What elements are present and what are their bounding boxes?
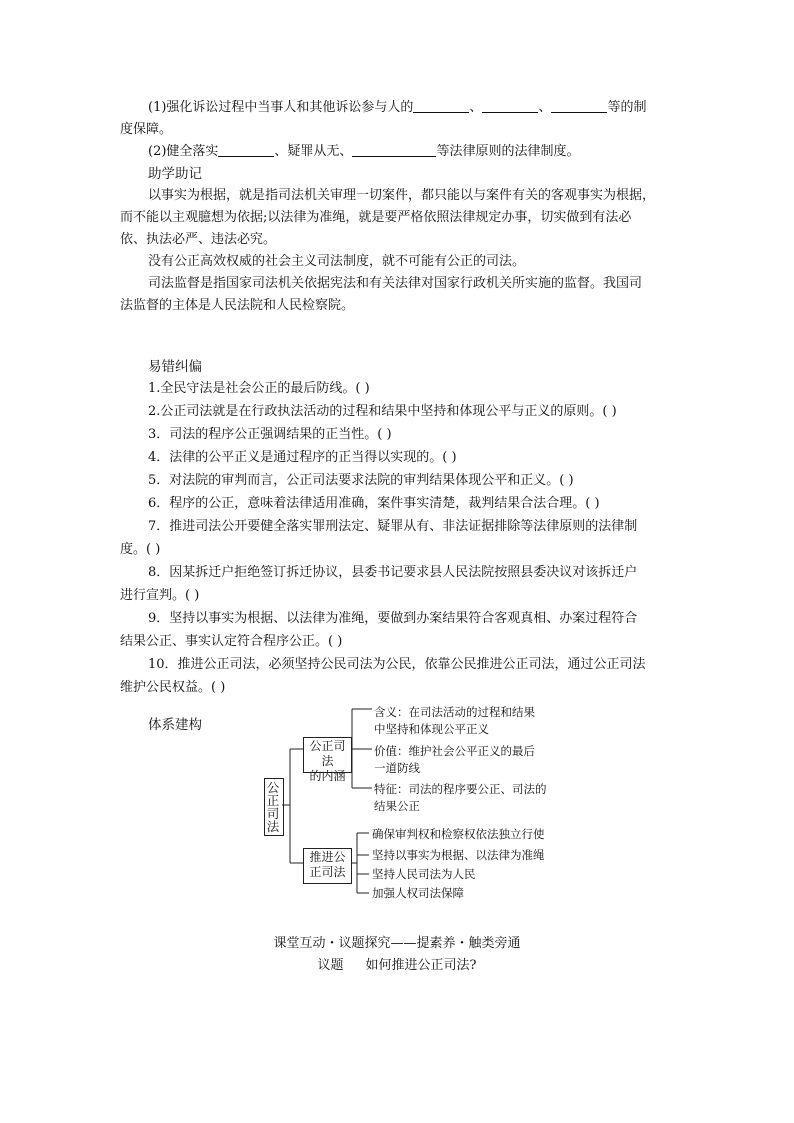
notes-title: 助学助记 <box>148 166 202 182</box>
error-item: 9．坚持以事实为根据、以法律为准绳，要做到办案结果符合客观真相、办案过程符合 <box>148 611 638 626</box>
sep-2: 、 <box>538 100 552 115</box>
error-item: 7．推进司法公开要健全落实罪刑法定、疑罪从有、非法证据排除等法律原则的法律制 <box>148 519 638 534</box>
branch-1-line-2: 的内涵 <box>309 769 346 783</box>
leaf-feature-line-2: 结果公正 <box>374 799 420 813</box>
error-item-cont: 度。( ) <box>120 542 161 557</box>
leaf-meaning-line-2: 中坚持和体现公平正义 <box>374 722 489 736</box>
system-title: 体系建构 <box>148 717 202 733</box>
topic-line <box>0 955 794 977</box>
diagram-branch-1 <box>303 737 352 783</box>
leaf-feature-line-1: 特征：司法的程序要公正、司法的 <box>374 782 547 796</box>
fill-text-3b: 、疑罪从无、 <box>274 144 353 159</box>
error-item: 5．对法院的审判而言，公正司法要求法院的审判结果体现公平和正义。( ) <box>148 473 574 488</box>
notes-p1-line3: 依、执法必严、违法必究。 <box>120 232 277 247</box>
error-item: 1.全民守法是社会公正的最后防线。( ) <box>148 381 370 396</box>
root-label: 公正司法 <box>266 780 280 834</box>
leaf-value-line-2: 一道防线 <box>374 761 420 775</box>
error-item: 10．推进公正司法，必须坚持公民司法为公民，依靠公民推进公正司法，通过公正司法 <box>148 657 646 672</box>
error-item-cont: 维护公民权益。( ) <box>120 680 226 695</box>
leaf-value <box>374 743 535 777</box>
topic-label: 议题 <box>317 958 344 973</box>
branch-2-line-2: 正司法 <box>309 865 346 879</box>
section-heading: 课堂互动・议题探究——提素养・触类旁通 <box>273 936 521 951</box>
notes-p2: 没有公正高效权威的社会主义司法制度，就不可能有公正的司法。 <box>148 254 526 269</box>
notes-p1-line1: 以事实为根据，就是指司法机关审理一切案件，都只能以与案件有关的客观事实为根据， <box>148 188 656 203</box>
error-item: 2.公正司法就是在行政执法活动的过程和结果中坚持和体现公平与正义的原则。( ) <box>148 404 617 419</box>
sep-1: 、 <box>469 100 483 115</box>
error-item: 8．因某拆迁户拒绝签订拆迁协议，县委书记要求县人民法院按照县委决议对该拆迁户 <box>148 565 638 580</box>
fill-text-3a: (2)健全落实 <box>148 144 219 159</box>
leaf-for-people: 坚持人民司法为人民 <box>372 867 476 881</box>
leaf-meaning <box>374 704 535 738</box>
errors-title: 易错纠偏 <box>148 359 202 375</box>
error-item: 6．程序的公正，意味着法律适用准确，案件事实清楚，裁判结果合法合理。( ) <box>148 496 600 511</box>
leaf-human-rights: 加强人权司法保障 <box>372 886 464 900</box>
error-item-cont: 结果公正、事实认定符合程序公正。( ) <box>120 634 343 649</box>
branch-1-line-1: 公正司法 <box>309 739 346 768</box>
fill-text-1b: 等的制 <box>607 100 647 115</box>
fill-line-2: 度保障。 <box>120 122 173 137</box>
fill-text-3c: 等法律原则的法律制度。 <box>436 144 580 159</box>
diagram-branch-2 <box>303 848 352 884</box>
leaf-facts-law: 坚持以事实为根据、以法律为准绳 <box>372 848 545 862</box>
notes-p3-line1: 司法监督是指国家司法机关依据宪法和有关法律对国家行政机关所实施的监督。我国司 <box>148 276 643 291</box>
diagram-root <box>264 778 284 836</box>
error-item-cont: 进行宣判。( ) <box>120 588 200 603</box>
leaf-value-line-1: 价值：维护社会公平正义的最后 <box>374 744 535 758</box>
leaf-independence: 确保审判权和检察权依法独立行使 <box>372 827 545 841</box>
leaf-feature <box>374 781 547 815</box>
fill-text-1a: (1)强化诉讼过程中当事人和其他诉讼参与人的 <box>148 100 414 115</box>
leaf-meaning-line-1: 含义：在司法活动的过程和结果 <box>374 705 535 719</box>
error-item: 4．法律的公平正义是通过程序的正当得以实现的。( ) <box>148 450 457 465</box>
notes-p3-line2: 法监督的主体是人民法院和人民检察院。 <box>120 298 355 313</box>
error-item: 3．司法的程序公正强调结果的正当性。( ) <box>148 427 392 442</box>
topic-text: 如何推进公正司法? <box>365 958 477 973</box>
branch-2-line-1: 推进公 <box>309 850 346 864</box>
notes-p1-line2: 而不能以主观臆想为依据;以法律为准绳，就是要严格依照法律规定办事，切实做到有法必 <box>120 210 632 225</box>
